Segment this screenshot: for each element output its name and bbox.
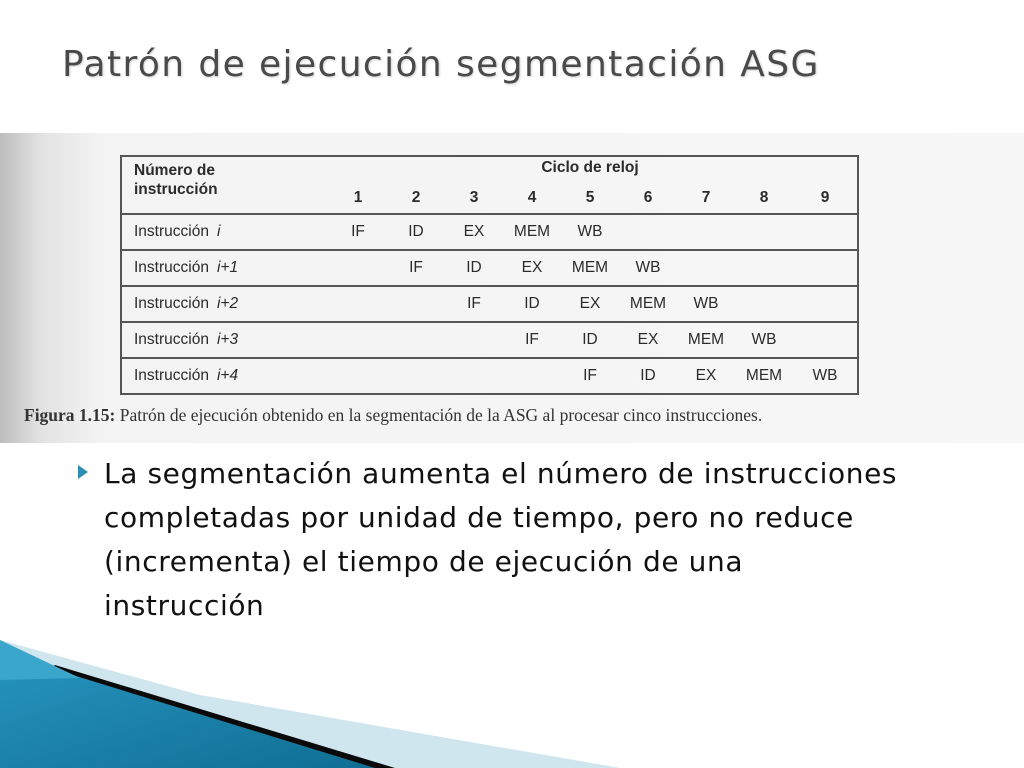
stage-cell (735, 214, 793, 250)
stage-cell (619, 214, 677, 250)
cycle-header: 2 (411, 189, 421, 206)
stage-cell: ID (445, 250, 503, 286)
triangle-bullet-icon (78, 452, 104, 483)
stage-cell: MEM (735, 358, 793, 394)
cycle-header: 6 (643, 189, 653, 206)
stage-cell: ID (387, 214, 445, 250)
stage-cell (445, 322, 503, 358)
stage-cell (387, 358, 445, 394)
stage-cell (677, 250, 735, 286)
stage-cell (329, 250, 387, 286)
cycle-header: 7 (701, 189, 711, 206)
cycle-header: 3 (469, 189, 479, 206)
stage-cell: MEM (677, 322, 735, 358)
stage-cell: IF (445, 286, 503, 322)
bullet-list (78, 452, 908, 628)
instruction-number-header (121, 156, 329, 214)
cycle-header: 8 (759, 189, 769, 206)
stage-cell (793, 214, 858, 250)
stage-cell (793, 250, 858, 286)
stage-cell: IF (503, 322, 561, 358)
cycle-header: 9 (820, 189, 830, 206)
figure-caption-text: Patrón de ejecución obtenido en la segmentación de la ASG al procesar cinco instrucciones. (115, 405, 763, 425)
cycle-header: 5 (585, 189, 595, 206)
pipeline-table (120, 155, 859, 395)
stage-cell: IF (561, 358, 619, 394)
stage-cell: WB (561, 214, 619, 250)
stage-cell: WB (735, 322, 793, 358)
instruction-label: Instrucción i (121, 214, 329, 250)
stage-cell (387, 322, 445, 358)
figure-caption-prefix: Figura 1.15: (24, 405, 116, 425)
stage-cell: MEM (503, 214, 561, 250)
stage-cell (735, 286, 793, 322)
stage-cell: EX (677, 358, 735, 394)
stage-cell: IF (329, 214, 387, 250)
cycle-header: 4 (527, 189, 537, 206)
header-label-line2: instrucción (134, 181, 218, 198)
stage-cell (387, 286, 445, 322)
stage-cell: EX (445, 214, 503, 250)
stage-cell (793, 322, 858, 358)
stage-cell: WB (677, 286, 735, 322)
bullet-text: La segmentación aumenta el número de instrucciones completadas por unidad de tiempo, pero no reduce (incrementa) el tiempo de ejecución de una instrucción (104, 457, 898, 622)
list-item (78, 452, 908, 628)
stage-cell (329, 286, 387, 322)
instruction-label: Instrucción i+2 (121, 286, 329, 322)
figure-caption (24, 405, 762, 426)
stage-cell: WB (619, 250, 677, 286)
table-row (121, 214, 858, 250)
cycle-group-label: Ciclo de reloj (541, 159, 639, 176)
instruction-label: Instrucción i+3 (121, 322, 329, 358)
corner-wave-decoration (0, 640, 640, 768)
stage-cell (445, 358, 503, 394)
stage-cell: ID (561, 322, 619, 358)
stage-cell: EX (561, 286, 619, 322)
stage-cell: MEM (561, 250, 619, 286)
header-label-line1: Número de (134, 162, 215, 179)
instruction-label: Instrucción i+4 (121, 358, 329, 394)
stage-cell (735, 250, 793, 286)
stage-cell: WB (793, 358, 858, 394)
table-row (121, 358, 858, 394)
slide-title: Patrón de ejecución segmentación ASG (62, 44, 820, 85)
instruction-label: Instrucción i+1 (121, 250, 329, 286)
figure-image (0, 133, 1024, 443)
table-row (121, 250, 858, 286)
table-row (121, 322, 858, 358)
stage-cell: EX (503, 250, 561, 286)
stage-cell (329, 358, 387, 394)
stage-cell (329, 322, 387, 358)
table-header-row (121, 156, 858, 214)
stage-cell: ID (503, 286, 561, 322)
stage-cell: ID (619, 358, 677, 394)
stage-cell (793, 286, 858, 322)
stage-cell (677, 214, 735, 250)
stage-cell: EX (619, 322, 677, 358)
cycle-header: 1 (353, 189, 363, 206)
stage-cell: MEM (619, 286, 677, 322)
stage-cell (503, 358, 561, 394)
stage-cell: IF (387, 250, 445, 286)
table-row (121, 286, 858, 322)
